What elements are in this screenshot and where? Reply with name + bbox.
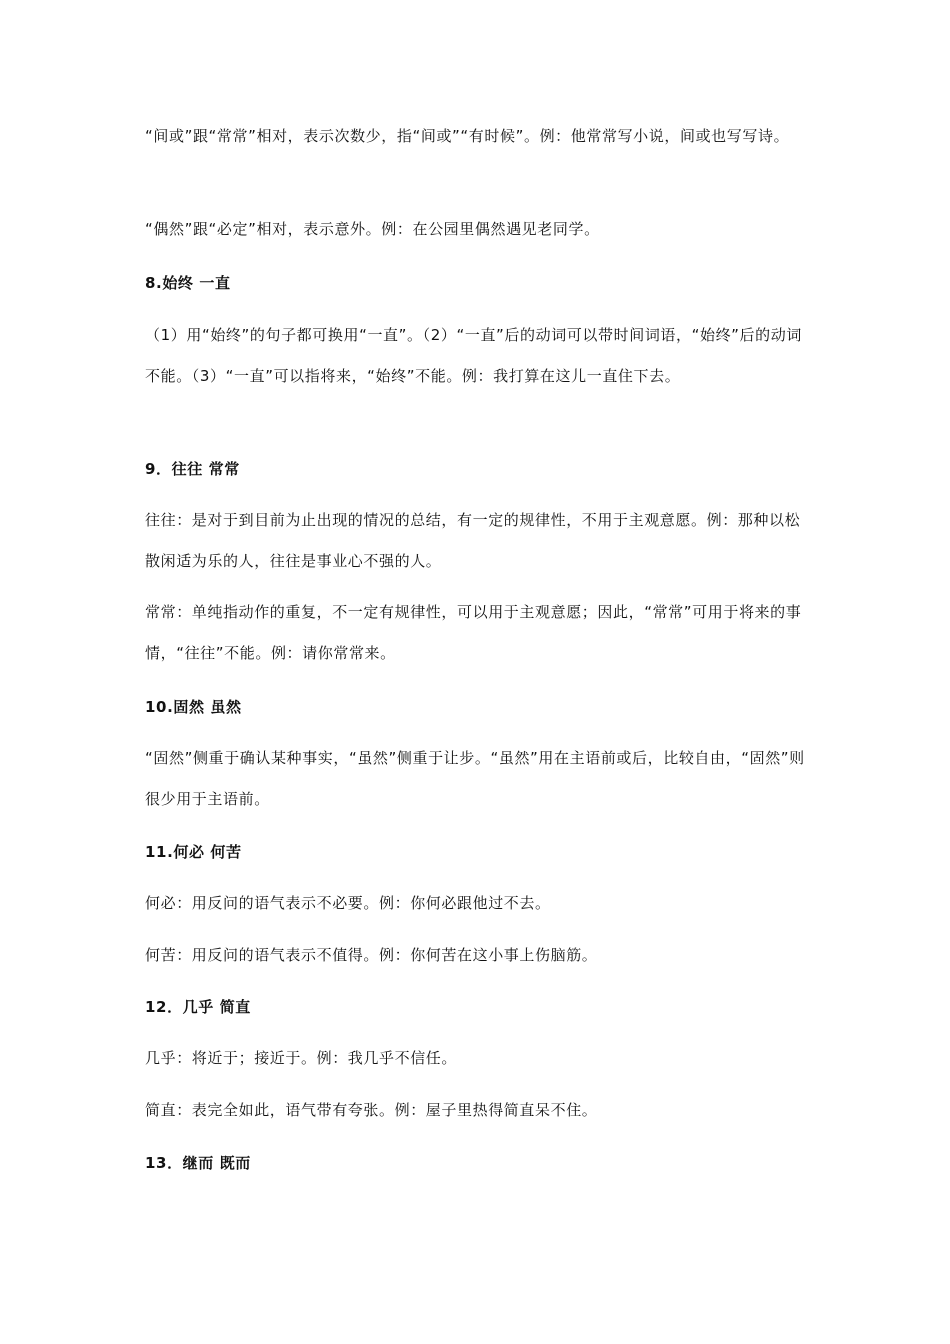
section-heading-9: 9．往往 常常 <box>145 460 240 478</box>
paragraph-heku: 何苦：用反问的语气表示不值得。例：你何苦在这小事上伤脑筋。 <box>145 946 598 964</box>
paragraph-hebi: 何必：用反问的语气表示不必要。例：你何必跟他过不去。 <box>145 894 551 912</box>
paragraph-jihu: 几乎：将近于；接近于。例：我几乎不信任。 <box>145 1049 458 1067</box>
paragraph-jianhuo: “间或”跟“常常”相对，表示次数少，指“间或”“有时候”。例：他常常写小说，间或也写写诗。 <box>145 127 790 145</box>
section-heading-12: 12．几乎 简直 <box>145 998 251 1016</box>
paragraph-wangwang: 往往：是对于到目前为止出现的情况的总结，有一定的规律性，不用于主观意愿。例：那种以松散闲适为乐的人，往往是事业心不强的人。 <box>145 511 801 570</box>
section-heading-8: 8.始终 一直 <box>145 274 231 292</box>
section-heading-11: 11.何必 何苦 <box>145 843 242 861</box>
paragraph-guran-suiran: “固然”侧重于确认某种事实，“虽然”侧重于让步。“虽然”用在主语前或后，比较自由，“固然”则很少用于主语前。 <box>145 749 805 808</box>
paragraph-changchang: 常常：单纯指动作的重复，不一定有规律性，可以用于主观意愿；因此，“常常”可用于将来的事情，“往往”不能。例：请你常常来。 <box>145 603 802 662</box>
paragraph-ouran: “偶然”跟“必定”相对，表示意外。例：在公园里偶然遇见老同学。 <box>145 220 600 238</box>
section-heading-13: 13．继而 既而 <box>145 1154 251 1172</box>
paragraph-jianzhi: 简直：表完全如此，语气带有夸张。例：屋子里热得简直呆不住。 <box>145 1101 598 1119</box>
section-heading-10: 10.固然 虽然 <box>145 698 242 716</box>
paragraph-shizhong-yizhi: （1）用“始终”的句子都可换用“一直”。（2）“一直”后的动词可以带时间词语，“始终”后的动词不能。（3）“一直”可以指将来，“始终”不能。例：我打算在这儿一直住下去。 <box>145 326 802 385</box>
